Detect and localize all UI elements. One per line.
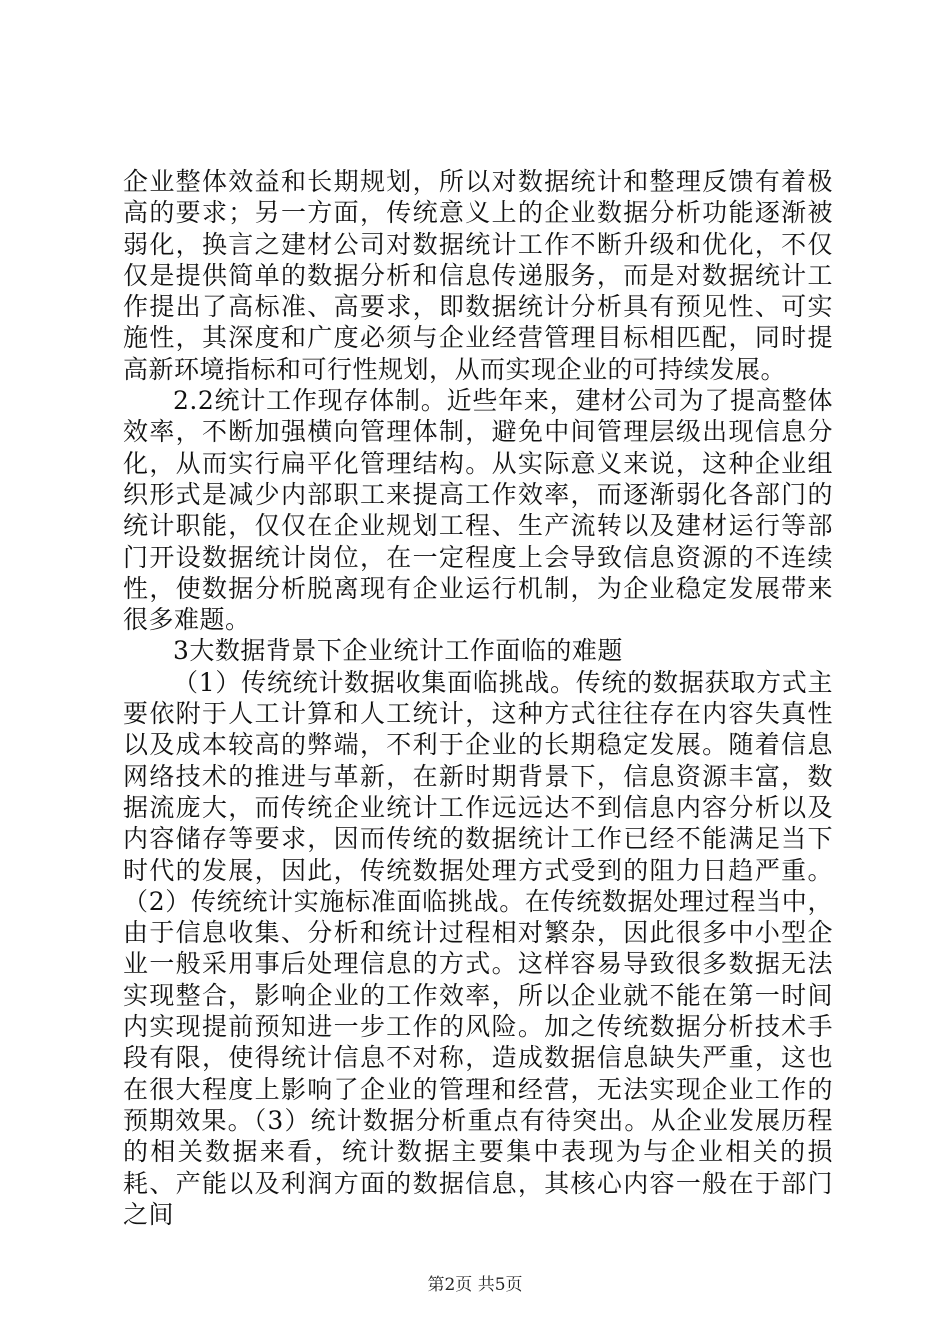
document-body [123, 166, 833, 1230]
page-number-footer: 第2页 共5页 [427, 1275, 523, 1295]
paragraph-section-2-2: 2.2统计工作现存体制。近些年来，建材公司为了提高整体效率，不断加强横向管理体制，避免中间管理层级出现信息分化，从而实行扁平化管理结构。从实际意义来说，这种企业组织形式是减少内部职工来提高工作效率，而逐渐弱化各部门的统计职能，仅仅在企业规划工程、生产流转以及建材运行等部门开设数据统计岗位，在一定程度上会导致信息资源的不连续性，使数据分析脱离现有企业运行机制，为企业稳定发展带来很多难题。 [123, 386, 833, 635]
section-heading-3: 3大数据背景下企业统计工作面临的难题 [173, 636, 623, 666]
paragraph-challenges: （1）传统统计数据收集面临挑战。传统的数据获取方式主要依附于人工计算和人工统计，这种方式往往存在内容失真性以及成本较高的弊端，不利于企业的长期稳定发展。随着信息网络技术的推进与革新，在新时期背景下，信息资源丰富，数据流庞大，而传统企业统计工作远远达不到信息内容分析以及内容储存等要求，因而传统的数据统计工作已经不能满足当下时代的发展，因此，传统数据处理方式受到的阻力日趋严重。（2）传统统计实施标准面临挑战。在传统数据处理过程当中，由于信息收集、分析和统计过程相对繁杂，因此很多中小型企业一般采用事后处理信息的方式。这样容易导致很多数据无法实现整合，影响企业的工作效率，所以企业就不能在第一时间内实现提前预知进一步工作的风险。加之传统数据分析技术手段有限，使得统计信息不对称，造成数据信息缺失严重，这也在很大程度上影响了企业的管理和经营，无法实现企业工作的预期效果。（3）统计数据分析重点有待突出。从企业发展历程的相关数据来看，统计数据主要集中表现为与企业相关的损耗、产能以及利润方面的数据信息，其核心内容一般在于部门之间 [123, 667, 833, 1229]
paragraph-continuation: 企业整体效益和长期规划，所以对数据统计和整理反馈有着极高的要求；另一方面，传统意义上的企业数据分析功能逐渐被弱化，换言之建材公司对数据统计工作不断升级和优化，不仅仅是提供简单的数据分析和信息传递服务，而是对数据统计工作提出了高标准、高要求，即数据统计分析具有预见性、可实施性，其深度和广度必须与企业经营管理目标相匹配，同时提高新环境指标和可行性规划，从而实现企业的可持续发展。 [123, 167, 833, 384]
